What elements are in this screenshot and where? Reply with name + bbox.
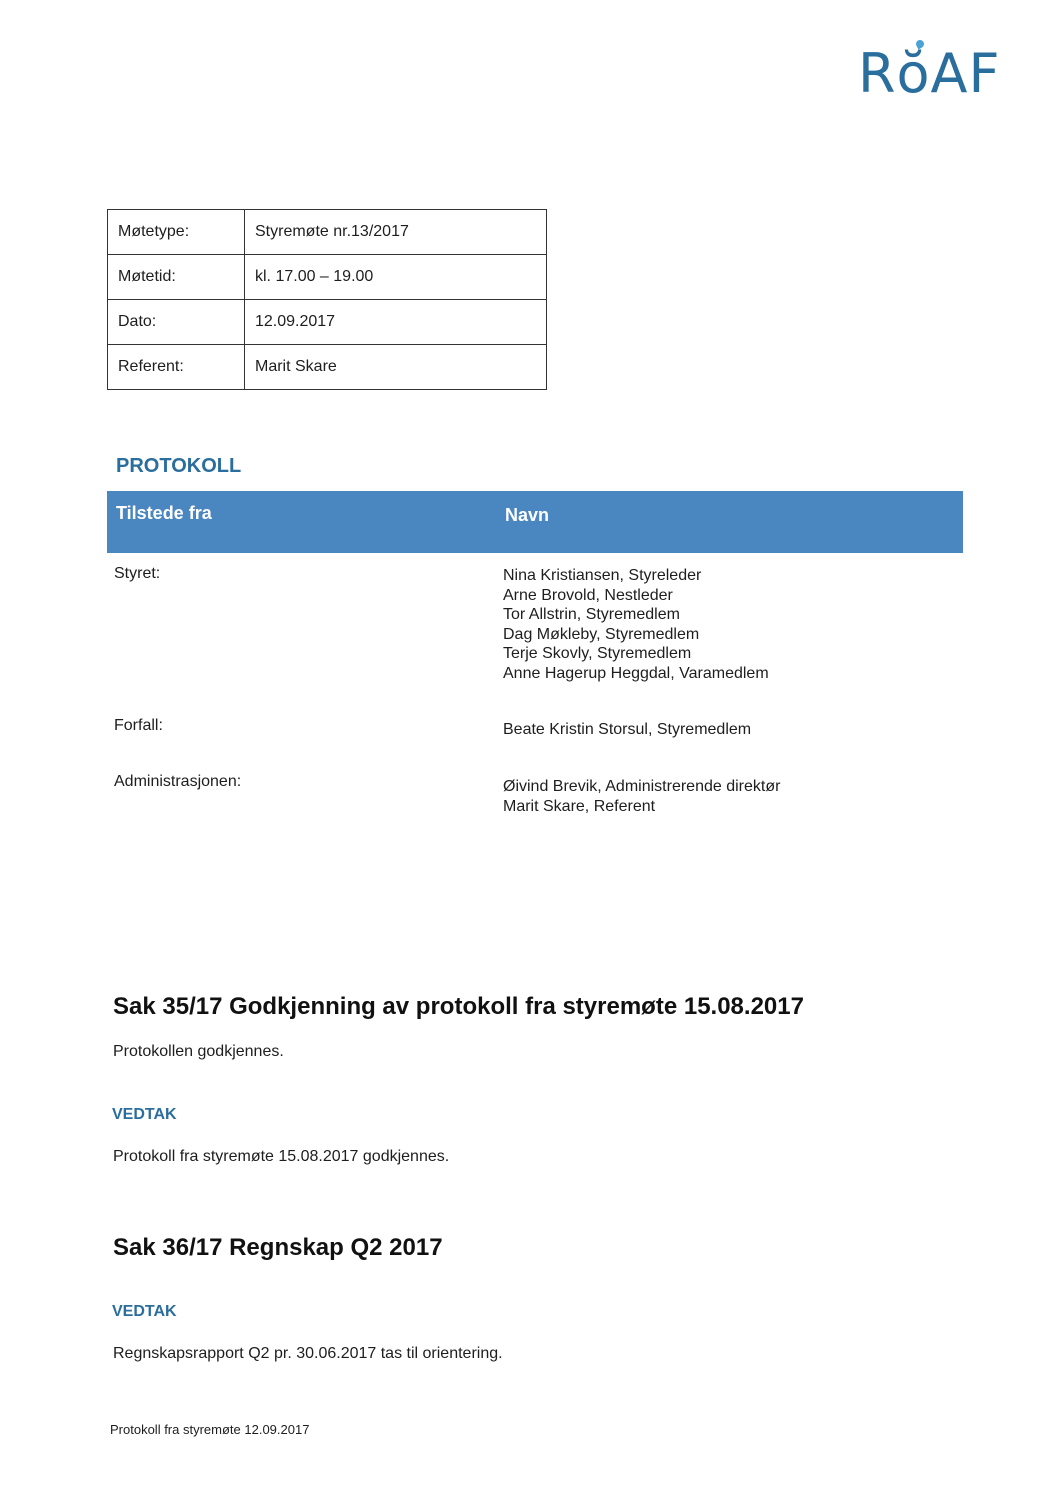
meeting-info-table bbox=[107, 209, 547, 390]
referent-value: Marit Skare bbox=[245, 345, 547, 390]
attendance-header bbox=[107, 491, 963, 553]
attendee-name: Marit Skare, Referent bbox=[503, 797, 656, 815]
meeting-info-row bbox=[108, 255, 547, 300]
attendee-name: Øivind Brevik, Administrerende direktør bbox=[503, 778, 781, 795]
attendance-col-name: Navn bbox=[505, 505, 550, 525]
meeting-info-row bbox=[108, 300, 547, 345]
meeting-date-value: 12.09.2017 bbox=[245, 300, 547, 345]
attendee-name: Dag Møkleby, Styremedlem bbox=[503, 625, 700, 643]
meeting-info-row bbox=[108, 210, 547, 255]
attendee-name: Tor Allstrin, Styremedlem bbox=[503, 606, 680, 623]
page-footer: Protokoll fra styremøte 12.09.2017 bbox=[110, 1422, 310, 1437]
meeting-time-value: kl. 17.00 – 19.00 bbox=[245, 255, 547, 300]
attendee-name: Terje Skovly, Styremedlem bbox=[503, 645, 692, 662]
attendance-names-absent bbox=[503, 720, 751, 740]
attendance-group-board: Styret: bbox=[114, 565, 161, 582]
case-35-title: Sak 35/17 Godkjenning av protokoll fra styremøte 15.08.2017 bbox=[113, 993, 804, 1020]
meeting-time-label: Møtetid: bbox=[108, 255, 245, 300]
attendance-names-board bbox=[503, 566, 769, 683]
attendance-group-absent: Forfall: bbox=[114, 717, 163, 734]
case-36-title: Sak 36/17 Regnskap Q2 2017 bbox=[113, 1234, 443, 1261]
attendance-names-administration bbox=[503, 777, 780, 816]
meeting-type-value: Styremøte nr.13/2017 bbox=[245, 210, 547, 255]
case-35-text: Protokollen godkjennes. bbox=[113, 1043, 284, 1060]
referent-label: Referent: bbox=[108, 345, 245, 390]
meeting-info-row bbox=[108, 345, 547, 390]
meeting-type-label: Møtetype: bbox=[108, 210, 245, 255]
attendance-group-administration: Administrasjonen: bbox=[114, 773, 242, 790]
roaf-logo: RŏAF bbox=[858, 42, 1001, 105]
attendee-name: Arne Brovold, Nestleder bbox=[503, 586, 673, 604]
attendee-name: Anne Hagerup Heggdal, Varamedlem bbox=[503, 664, 769, 682]
attendee-name: Beate Kristin Storsul, Styremedlem bbox=[503, 721, 752, 738]
case-35-vedtak-label: VEDTAK bbox=[112, 1106, 177, 1123]
case-36-vedtak-label: VEDTAK bbox=[112, 1303, 177, 1320]
case-35-vedtak-text: Protokoll fra styremøte 15.08.2017 godkjennes. bbox=[113, 1148, 450, 1165]
meeting-date-label: Dato: bbox=[108, 300, 245, 345]
case-36-vedtak-text: Regnskapsrapport Q2 pr. 30.06.2017 tas til orientering. bbox=[113, 1345, 503, 1362]
attendee-name: Nina Kristiansen, Styreleder bbox=[503, 567, 702, 584]
attendance-col-present-from: Tilstede fra bbox=[116, 503, 212, 523]
protokoll-heading: PROTOKOLL bbox=[116, 455, 242, 477]
